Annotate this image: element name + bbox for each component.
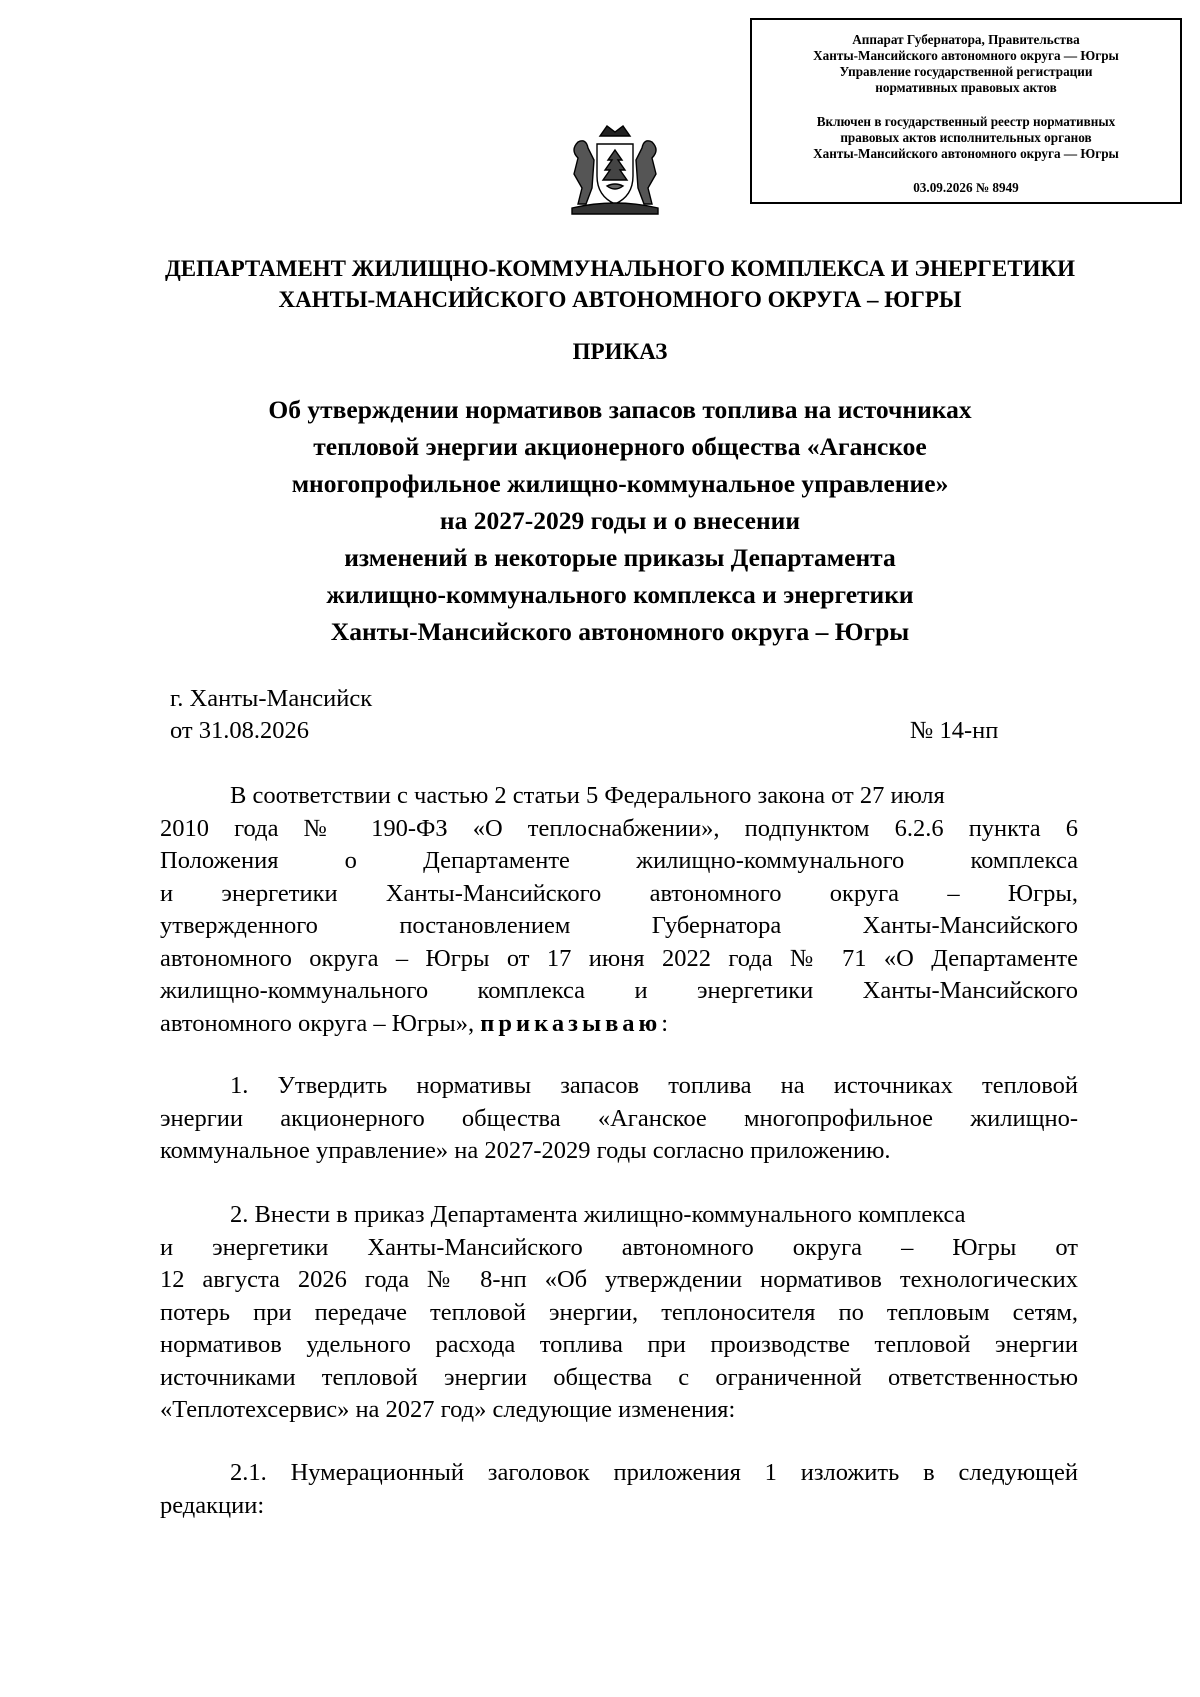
paragraph-line: и энергетики Ханты-Мансийского автономного округа – Югры, [160,879,1078,907]
department-header [0,253,1200,315]
paragraph-line: автономного округа – Югры от 17 июня 2022 года № 71 «О Департаменте [160,944,1078,972]
paragraph-line: жилищно-коммунального комплекса и энергетики Ханты-Мансийского [160,977,1078,1004]
paragraph-line: энергии акционерного общества «Аганское многопрофильное жилищно- [160,1104,1078,1132]
title-line: Об утверждении нормативов запасов топлива на источниках [268,395,972,424]
department-line: ДЕПАРТАМЕНТ ЖИЛИЩНО-КОММУНАЛЬНОГО КОМПЛЕКСА И ЭНЕРГЕТИКИ [164,256,1076,281]
document-type: ПРИКАЗ [572,339,668,364]
preamble-last-text: автономного округа – Югры», [160,1009,475,1037]
title-line: многопрофильное жилищно-коммунальное управление» [291,469,949,498]
preamble-paragraph [160,780,1078,1040]
order-colon: : [661,1009,669,1037]
stamp-reg-line: правовых актов исполнительных органов [840,130,1092,145]
department-line: ХАНТЫ-МАНСИЙСКОГО АВТОНОМНОГО ОКРУГА – ЮГРЫ [278,287,962,312]
item-2-paragraph [160,1199,1078,1427]
stamp-reg-line: Включен в государственный реестр нормативных [816,114,1116,129]
title-line: тепловой энергии акционерного общества «Аганское [313,432,927,461]
stamp-org-line: Управление государственной регистрации [839,64,1093,79]
document-number: № 14-нп [910,717,999,744]
paragraph-line: 2. Внести в приказ Департамента жилищно-коммунального комплекса [230,1201,966,1228]
paragraph-line: Положения о Департаменте жилищно-коммунального комплекса [160,847,1078,874]
stamp-org-line: нормативных правовых актов [875,80,1057,95]
paragraph-line: коммунальное управление» на 2027-2029 годы согласно приложению. [160,1137,891,1164]
stamp-reg-line: Ханты-Мансийского автономного округа — Югры [813,146,1119,161]
paragraph-line: нормативов удельного расхода топлива при производстве тепловой энергии [160,1331,1078,1358]
paragraph-line: утвержденного постановлением Губернатора Ханты-Мансийского [160,912,1078,939]
paragraph-line: источниками тепловой энергии общества с ограниченной ответственностью [160,1363,1078,1391]
paragraph-line: 1. Утвердить нормативы запасов топлива на источниках тепловой [230,1072,1078,1099]
order-word: приказываю [480,1009,662,1037]
paragraph-line: «Теплотехсервис» на 2027 год» следующие изменения: [160,1396,736,1423]
document-date: от 31.08.2026 [170,717,310,744]
title-line: изменений в некоторые приказы Департамента [344,543,896,572]
paragraph-line: 12 августа 2026 года № 8-нп «Об утверждении нормативов технологических [160,1266,1078,1293]
title-line: жилищно-коммунального комплекса и энергетики [326,580,914,609]
paragraph-line [160,1008,1078,1041]
paragraph-line: 2.1. Нумерационный заголовок приложения 1 изложить в следующей [230,1459,1078,1486]
document-title [0,391,1200,650]
stamp-reg-number: 03.09.2026 № 8949 [913,180,1019,195]
coat-of-arms-emblem [560,118,670,218]
stamp-org-line: Аппарат Губернатора, Правительства [852,32,1080,47]
paragraph-line: редакции: [160,1491,265,1519]
paragraph-line: потерь при передаче тепловой энергии, теплоносителя по тепловым сетям, [160,1298,1078,1326]
title-line: на 2027-2029 годы и о внесении [439,506,801,535]
item-2-1-paragraph [160,1457,1078,1522]
paragraph-line: и энергетики Ханты-Мансийского автономного округа – Югры от [160,1233,1078,1261]
title-line: Ханты-Мансийского автономного округа – Югры [330,617,910,646]
item-1-paragraph [160,1070,1078,1168]
registration-stamp [750,18,1182,204]
paragraph-line: В соответствии с частью 2 статьи 5 Федерального закона от 27 июля [230,782,945,809]
paragraph-line: 2010 года № 190-ФЗ «О теплоснабжении», подпунктом 6.2.6 пункта 6 [160,814,1078,842]
stamp-org-line: Ханты-Мансийского автономного округа — Югры [813,48,1119,63]
document-place: г. Ханты-Мансийск [170,685,373,712]
